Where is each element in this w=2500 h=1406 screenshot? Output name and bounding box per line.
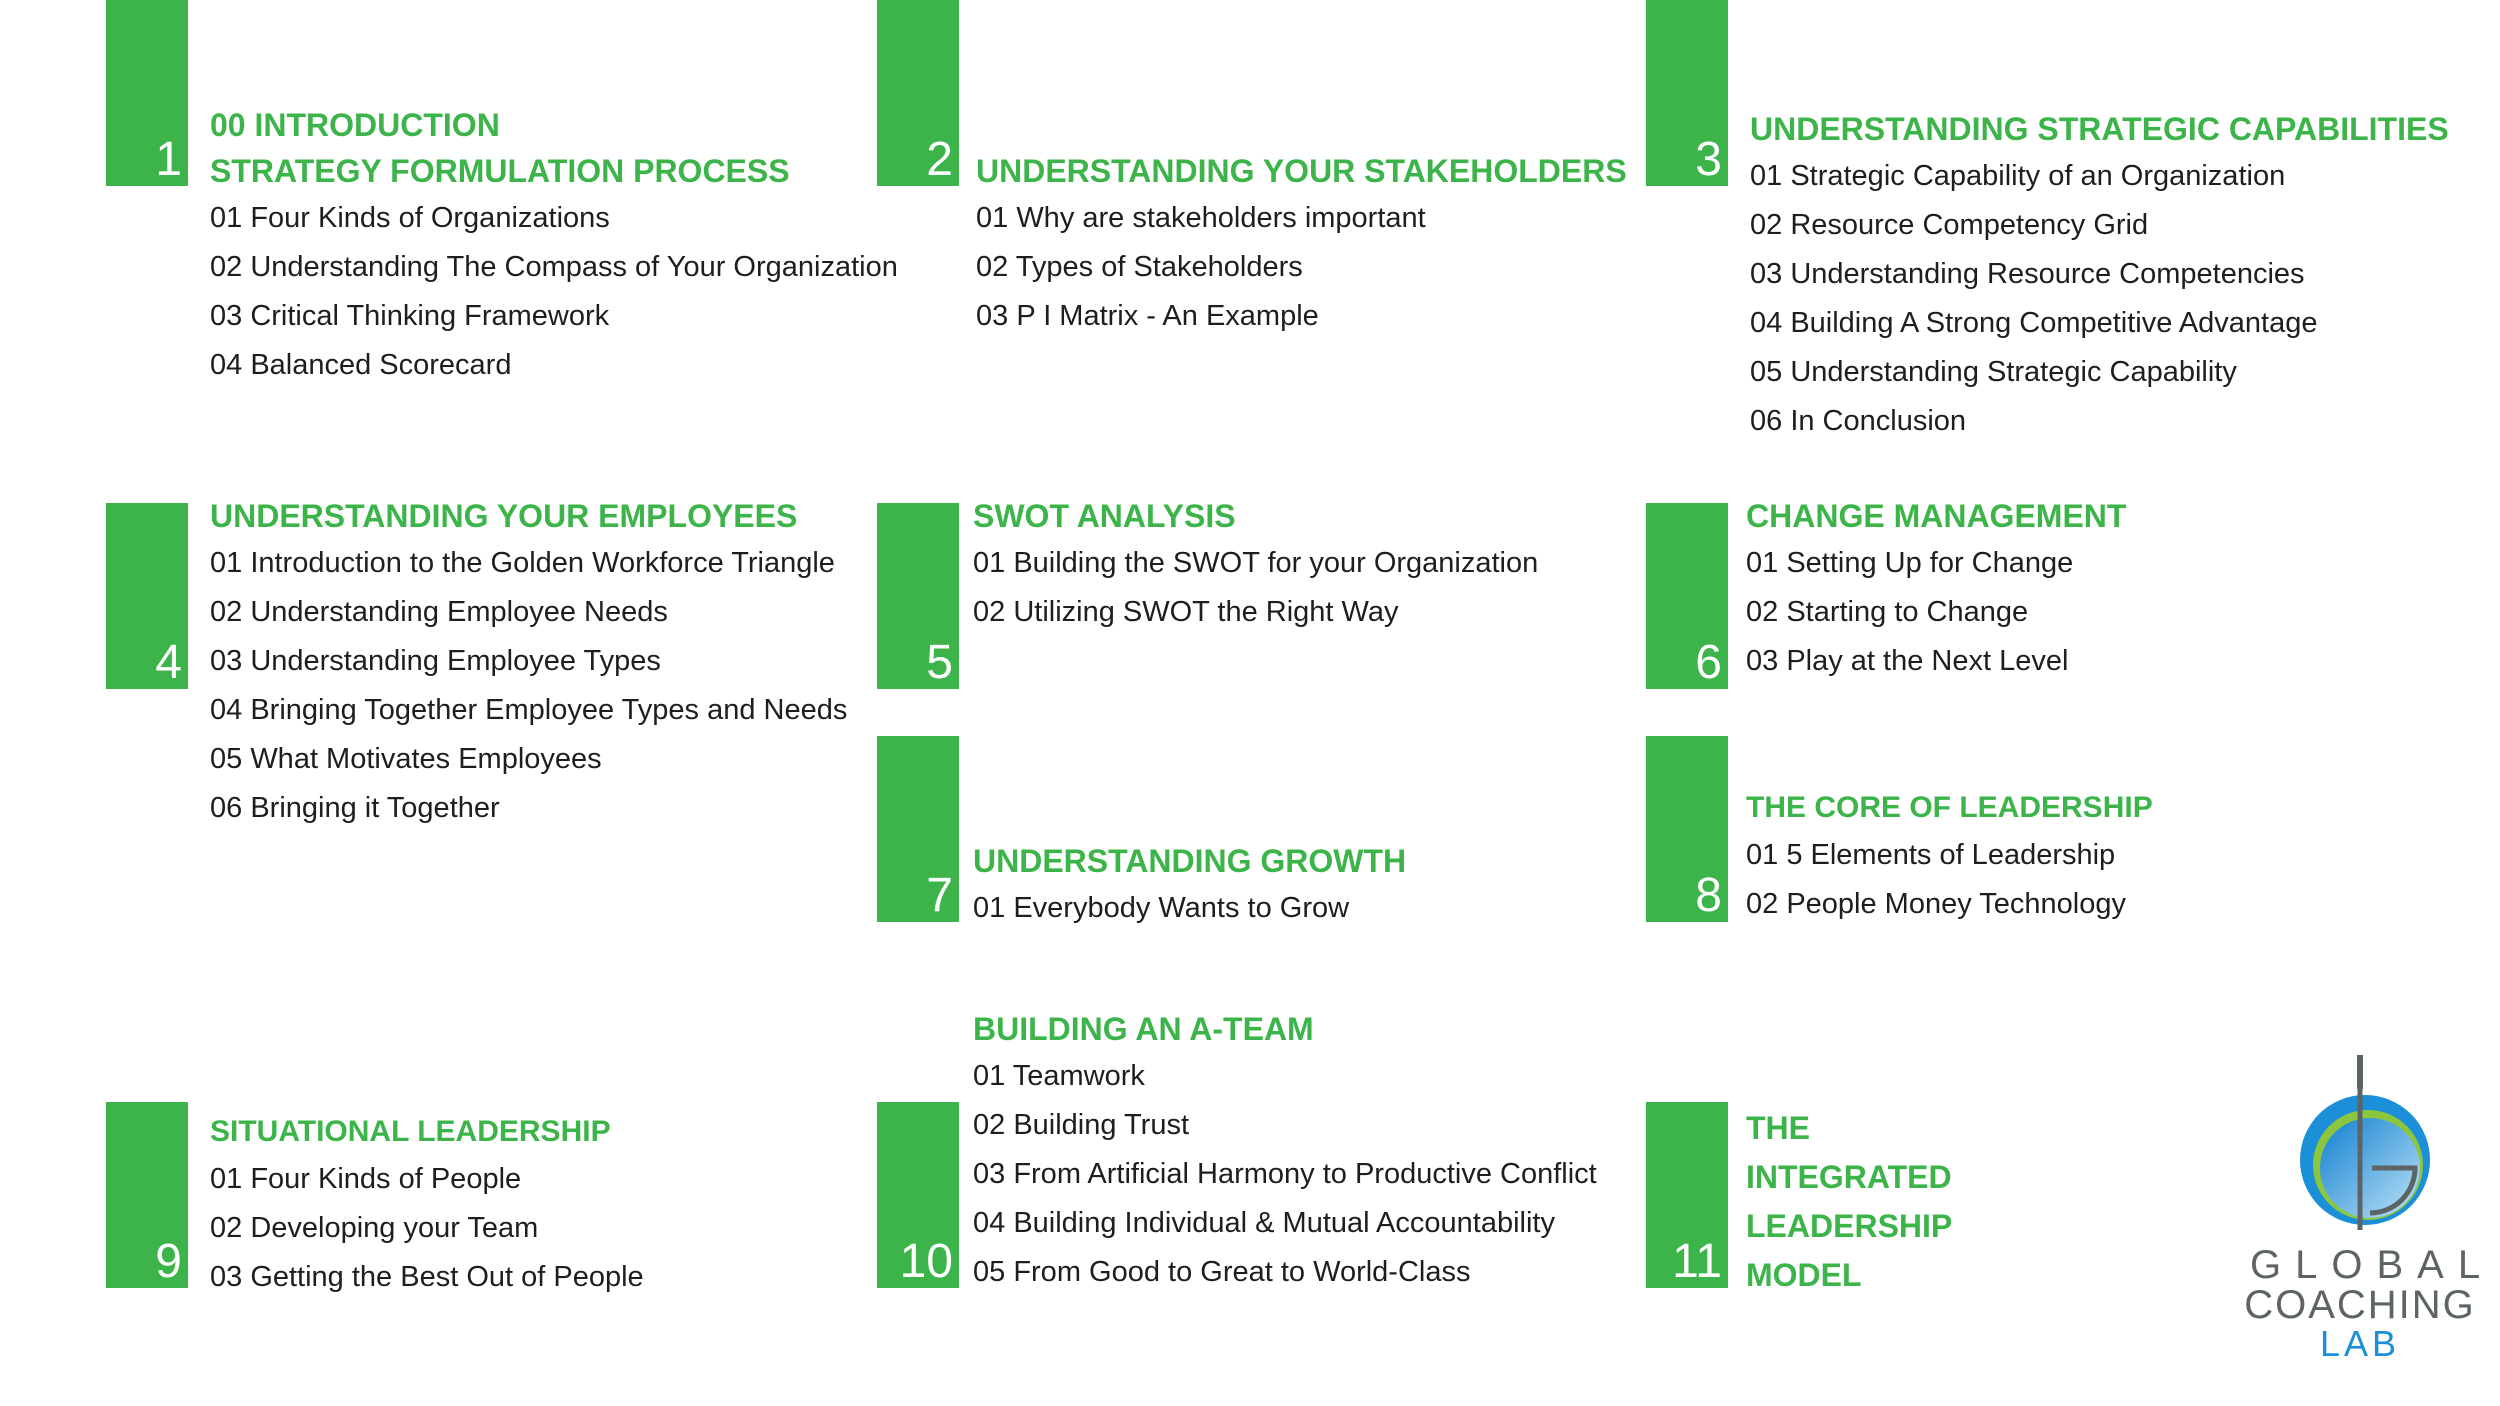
topic-list (976, 194, 1627, 341)
list-item: 02 Understanding Employee Needs (210, 596, 668, 628)
list-item: 01 Strategic Capability of an Organization (1750, 160, 2286, 192)
section-heading: MODEL (1746, 1257, 1862, 1293)
section-10-number-box (877, 1102, 959, 1288)
topic-list (973, 539, 1538, 637)
list-item: 01 Why are stakeholders important (976, 202, 1426, 234)
section-heading: SWOT ANALYSIS (973, 498, 1236, 534)
section-7-number-box (877, 736, 959, 922)
list-item: 03 Critical Thinking Framework (210, 300, 610, 332)
list-item: 04 Building Individual & Mutual Accountability (973, 1207, 1555, 1239)
list-item: 02 Building Trust (973, 1109, 1190, 1141)
section-1 (210, 102, 898, 390)
section-heading: UNDERSTANDING STRATEGIC CAPABILITIES (1750, 111, 2449, 147)
topic-list (210, 539, 847, 833)
section-10 (973, 1006, 1597, 1297)
list-item: 06 In Conclusion (1750, 405, 1967, 437)
section-heading: 00 INTRODUCTION (210, 107, 500, 143)
list-item: 05 Understanding Strategic Capability (1750, 356, 2237, 388)
section-4 (210, 493, 847, 833)
section-3-number-box (1646, 0, 1728, 186)
list-item: 04 Bringing Together Employee Types and Needs (210, 694, 848, 726)
list-item: 02 Understanding The Compass of Your Organization (210, 251, 898, 283)
list-item: 03 P I Matrix - An Example (976, 300, 1319, 332)
section-11-number-box (1646, 1102, 1728, 1288)
section-2 (976, 148, 1627, 341)
list-item: 02 Starting to Change (1746, 596, 2029, 628)
list-item: 03 Play at the Next Level (1746, 645, 2069, 677)
section-heading: UNDERSTANDING YOUR EMPLOYEES (210, 498, 798, 534)
list-item: 03 Understanding Resource Competencies (1750, 258, 2305, 290)
list-item: 01 Setting Up for Change (1746, 547, 2074, 579)
section-number: 6 (1695, 636, 1722, 689)
section-number: 2 (926, 133, 953, 186)
topic-list (1750, 152, 2449, 446)
section-9-number-box (106, 1102, 188, 1288)
section-number: 3 (1695, 133, 1722, 186)
section-7 (973, 838, 1406, 933)
section-4-number-box (106, 503, 188, 689)
section-3 (1750, 106, 2449, 446)
section-heading: LEADERSHIP (1746, 1208, 1953, 1244)
list-item: 01 Teamwork (973, 1060, 1145, 1092)
section-heading: BUILDING AN A-TEAM (973, 1011, 1314, 1047)
section-number: 10 (899, 1235, 953, 1288)
list-item: 04 Balanced Scorecard (210, 349, 512, 381)
section-number: 7 (926, 869, 953, 922)
logo-line-lab: LAB (2319, 1323, 2401, 1364)
logo-line-coaching: COACHING (2244, 1283, 2476, 1327)
list-item: 03 From Artificial Harmony to Productive Conflict (973, 1158, 1597, 1190)
list-item: 05 What Motivates Employees (210, 743, 602, 775)
section-heading: SITUATIONAL LEADERSHIP (210, 1115, 611, 1148)
section-heading: INTEGRATED (1746, 1159, 1952, 1195)
section-heading: THE (1746, 1110, 1810, 1146)
list-item: 02 Resource Competency Grid (1750, 209, 2149, 241)
topic-list (210, 194, 898, 390)
topic-list (1746, 831, 2153, 929)
section-number: 8 (1695, 869, 1722, 922)
list-item: 06 Bringing it Together (210, 792, 500, 824)
section-2-number-box (877, 0, 959, 186)
list-item: 01 Four Kinds of Organizations (210, 202, 610, 234)
section-8 (1746, 785, 2153, 929)
section-heading: UNDERSTANDING YOUR STAKEHOLDERS (976, 153, 1627, 189)
section-number: 11 (1672, 1235, 1722, 1288)
section-8-number-box (1646, 736, 1728, 922)
section-number: 5 (926, 636, 953, 689)
list-item: 02 Developing your Team (210, 1212, 539, 1244)
list-item: 02 Utilizing SWOT the Right Way (973, 596, 1399, 628)
global-coaching-lab-logo (2240, 1055, 2495, 1375)
list-item: 01 Four Kinds of People (210, 1163, 522, 1195)
list-item: 02 Types of Stakeholders (976, 251, 1303, 283)
section-6-number-box (1646, 503, 1728, 689)
logo-line-global: GLOBAL (2250, 1243, 2495, 1287)
list-item: 03 Understanding Employee Types (210, 645, 661, 677)
section-heading: CHANGE MANAGEMENT (1746, 498, 2127, 534)
topic-list (973, 1052, 1597, 1297)
section-6 (1746, 493, 2126, 686)
topic-list (1746, 539, 2126, 686)
section-number: 1 (155, 133, 182, 186)
section-1-number-box (106, 0, 188, 186)
list-item: 05 From Good to Great to World-Class (973, 1256, 1471, 1288)
topic-list (210, 1155, 644, 1302)
section-heading: STRATEGY FORMULATION PROCESS (210, 153, 790, 189)
section-number: 4 (155, 636, 182, 689)
list-item: 02 People Money Technology (1746, 888, 2126, 920)
section-heading: THE CORE OF LEADERSHIP (1746, 791, 2153, 824)
g-globe-icon (2240, 1055, 2480, 1255)
topic-list (973, 884, 1406, 933)
section-5 (973, 493, 1538, 637)
section-heading: UNDERSTANDING GROWTH (973, 843, 1407, 879)
section-number: 9 (155, 1235, 182, 1288)
list-item: 01 Introduction to the Golden Workforce Triangle (210, 547, 835, 579)
section-11 (1746, 1104, 1952, 1300)
list-item: 01 5 Elements of Leadership (1746, 839, 2116, 871)
list-item: 04 Building A Strong Competitive Advantage (1750, 307, 2318, 339)
list-item: 01 Building the SWOT for your Organization (973, 547, 1539, 579)
section-9 (210, 1109, 644, 1302)
section-5-number-box (877, 503, 959, 689)
list-item: 03 Getting the Best Out of People (210, 1261, 644, 1293)
list-item: 01 Everybody Wants to Grow (973, 892, 1350, 924)
